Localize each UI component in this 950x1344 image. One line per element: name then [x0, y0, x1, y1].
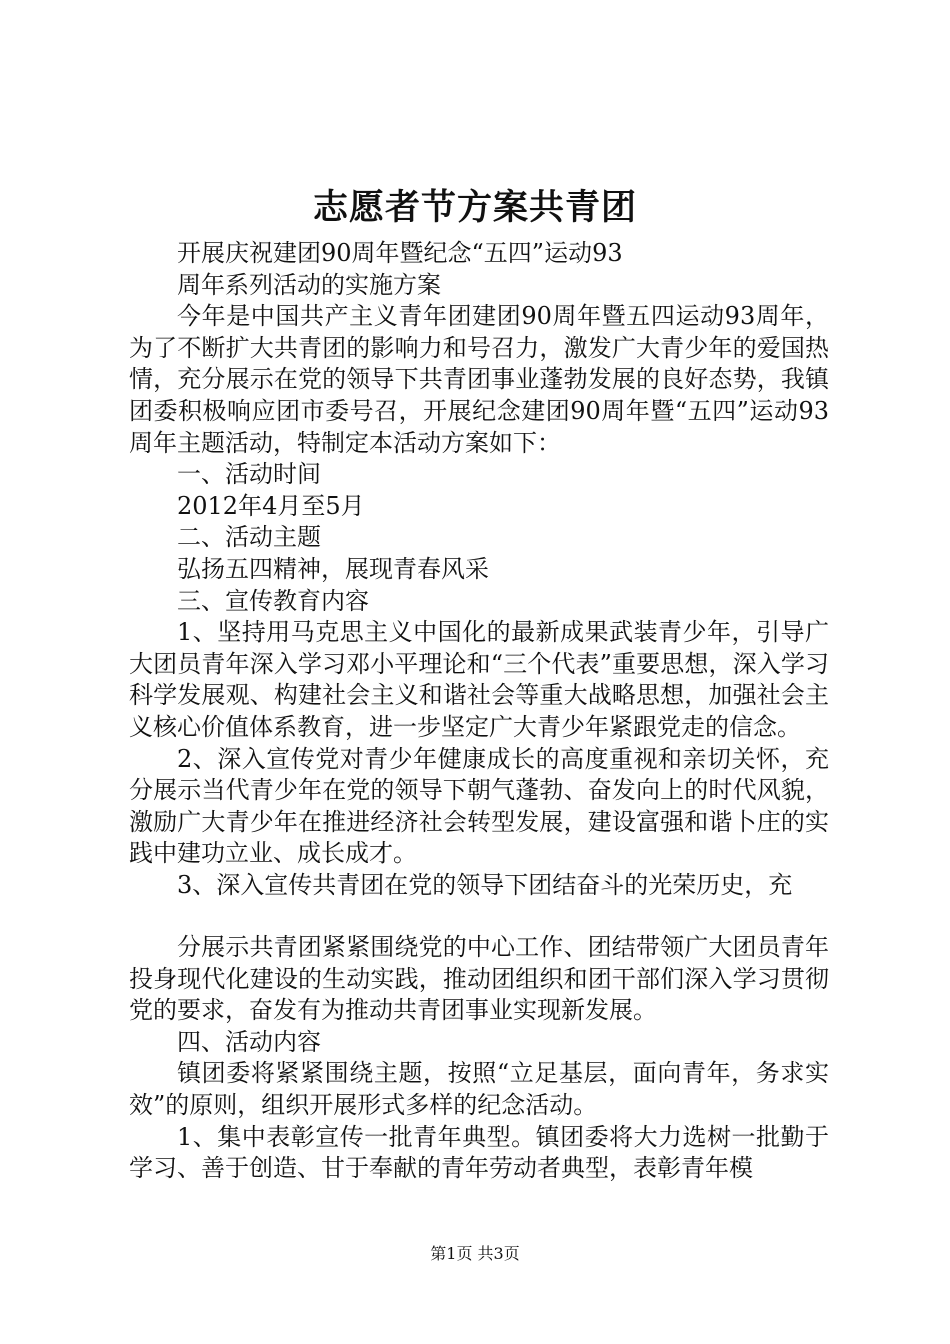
paragraph: 分展示共青团紧紧围绕党的中心工作、团结带领广大团员青年投身现代化建设的生动实践，推动团组织和团干部们深入学习贯彻党的要求，奋发有为推动共青团事业实现新发展。	[129, 933, 829, 1025]
paragraph: 3、深入宣传共青团在党的领导下团结奋斗的光荣历史，充	[177, 870, 793, 899]
paragraph: 今年是中国共产主义青年团建团90周年暨五四运动93周年，为了不断扩大共青团的影响力和号召力，激发广大青少年的爱国热情，充分展示在党的领导下共青团事业蓬勃发展的良好态势，我镇团委积极响应团市委号召，开展纪念建团90周年暨“五四”运动93周年主题活动，特制定本活动方案如下：	[129, 302, 829, 457]
page-number: 第1页 共3页	[430, 1244, 520, 1263]
paragraph: 周年系列活动的实施方案	[177, 270, 441, 299]
body-text-block	[129, 932, 829, 1185]
paragraph: 2、深入宣传党对青少年健康成长的高度重视和亲切关怀，充分展示当代青少年在党的领导下朝气蓬勃、奋发向上的时代风貌，激励广大青少年在推进经济社会转型发展，建设富强和谐卜庄的实践中建功立业、成长成才。	[129, 744, 829, 868]
body-text-block	[129, 238, 829, 901]
section-heading: 一、活动时间	[177, 460, 321, 489]
paragraph: 1、坚持用马克思主义中国化的最新成果武装青少年，引导广大团员青年深入学习邓小平理论和“三个代表”重要思想，深入学习科学发展观、构建社会主义和谐社会等重大战略思想，加强社会主义核心价值体系教育，进一步坚定广大青少年紧跟党走的信念。	[129, 618, 829, 741]
document-title: 志愿者节方案共青团	[312, 187, 637, 228]
paragraph: 1、集中表彰宣传一批青年典型。镇团委将大力选树一批勤于学习、善于创造、甘于奉献的青年劳动者典型，表彰青年模	[129, 1122, 829, 1183]
paragraph: 镇团委将紧紧围绕主题，按照“立足基层，面向青年，务求实效”的原则，组织开展形式多样的纪念活动。	[129, 1059, 829, 1119]
paragraph: 2012年4月至5月	[177, 491, 365, 520]
section-heading: 四、活动内容	[177, 1027, 321, 1056]
paragraph: 开展庆祝建团90周年暨纪念“五四”运动93	[177, 239, 623, 267]
section-heading: 三、宣传教育内容	[177, 586, 369, 615]
section-heading: 二、活动主题	[177, 523, 321, 552]
paragraph: 弘扬五四精神，展现青春风采	[177, 554, 489, 583]
